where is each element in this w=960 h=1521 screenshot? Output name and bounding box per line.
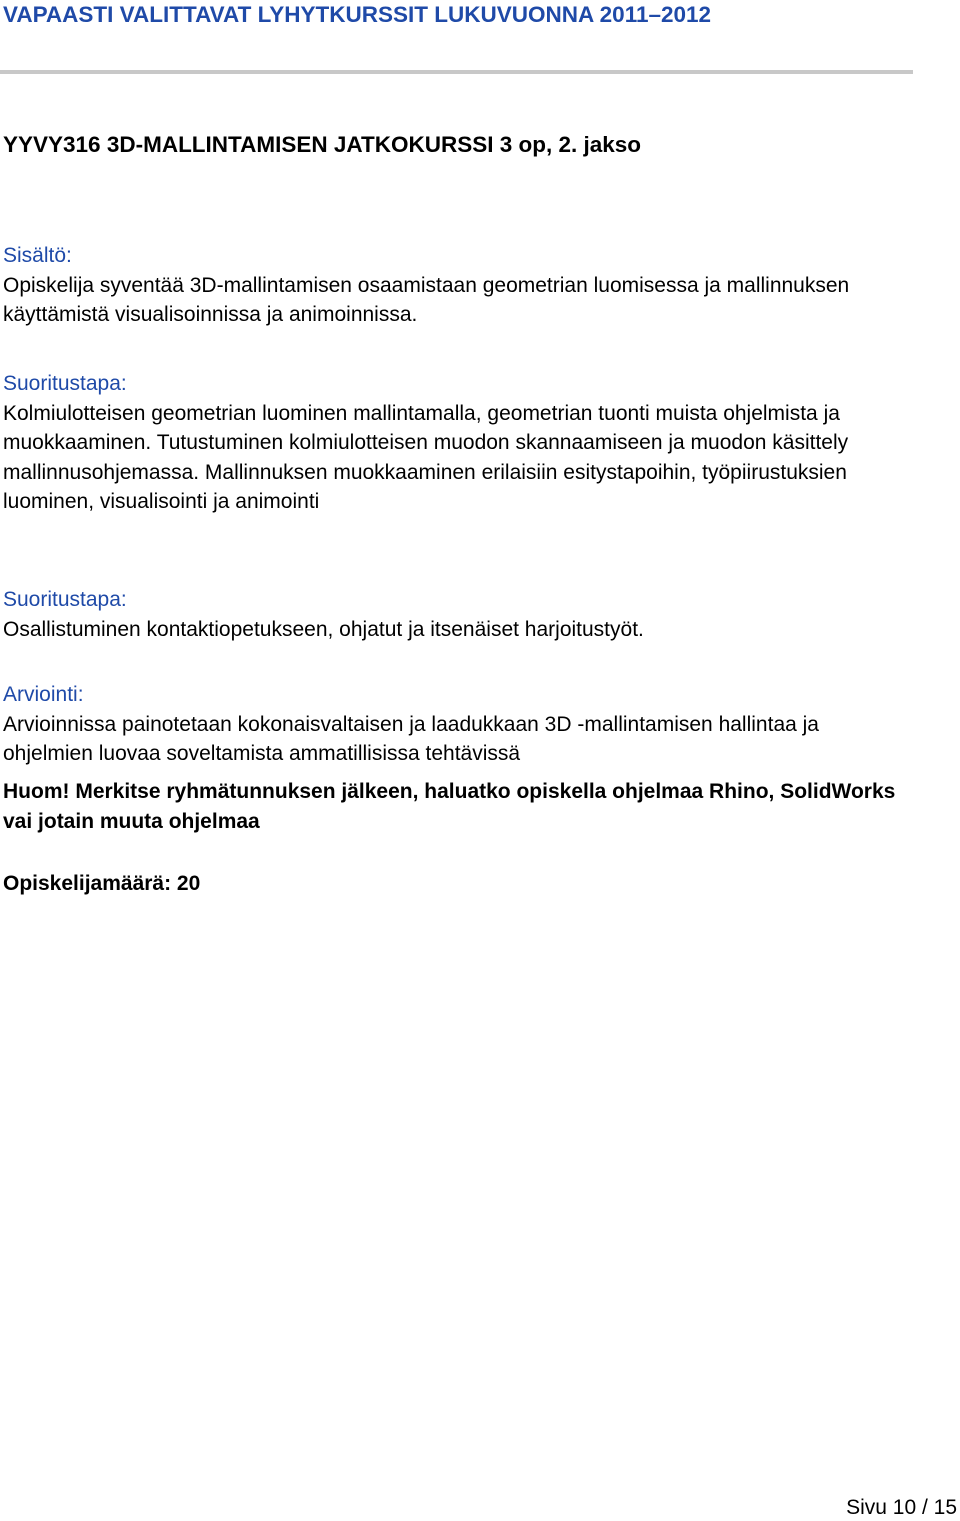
section-body: Arvioinnissa painotetaan kokonaisvaltaisen ja laadukkaan 3D -mallintamisen hallintaa ja ohjelmien luovaa soveltamista ammatillisissa tehtävissä: [3, 712, 819, 765]
page-number: Sivu 10 / 15: [846, 1496, 957, 1519]
course-title: YYVY316 3D-MALLINTAMISEN JATKOKURSSI 3 op, 2. jakso: [3, 132, 642, 157]
student-count: Opiskelijamäärä: 20: [3, 872, 201, 895]
note-text: Huom! Merkitse ryhmätunnuksen jälkeen, haluatko opiskella ohjelmaa Rhino, SolidWorks vai jotain muuta ohjelmaa: [3, 780, 896, 833]
section-body: Opiskelija syventää 3D-mallintamisen osaamistaan geometrian luomisessa ja mallinnuksen käyttämistä visualisoinnissa ja animoinnissa.: [3, 273, 850, 326]
section-heading: Suoritustapa:: [3, 372, 127, 395]
section-content: [3, 241, 903, 330]
section-method-2: [3, 585, 903, 644]
header-divider: [0, 70, 913, 74]
document-header-title: VAPAASTI VALITTAVAT LYHYTKURSSIT LUKUVUONNA 2011–2012: [3, 2, 712, 27]
section-body: Osallistuminen kontaktiopetukseen, ohjatut ja itsenäiset harjoitustyöt.: [3, 617, 644, 641]
section-body: Kolmiulotteisen geometrian luominen mallintamalla, geometrian tuonti muista ohjelmista ja muokkaaminen. Tutustuminen kolmiulotteisen muodon skannaamiseen ja muodon käsittely mallinnusohjemassa. Mallinnuksen muokkaaminen erilaisiin esitystapoihin, työpiirustuksien luominen, visualisointi ja animointi: [3, 401, 849, 513]
section-heading: Suoritustapa:: [3, 588, 127, 611]
section-heading: Sisältö:: [3, 244, 72, 267]
section-heading: Arviointi:: [3, 683, 84, 706]
section-assessment: [3, 680, 903, 769]
section-method-1: [3, 369, 903, 517]
